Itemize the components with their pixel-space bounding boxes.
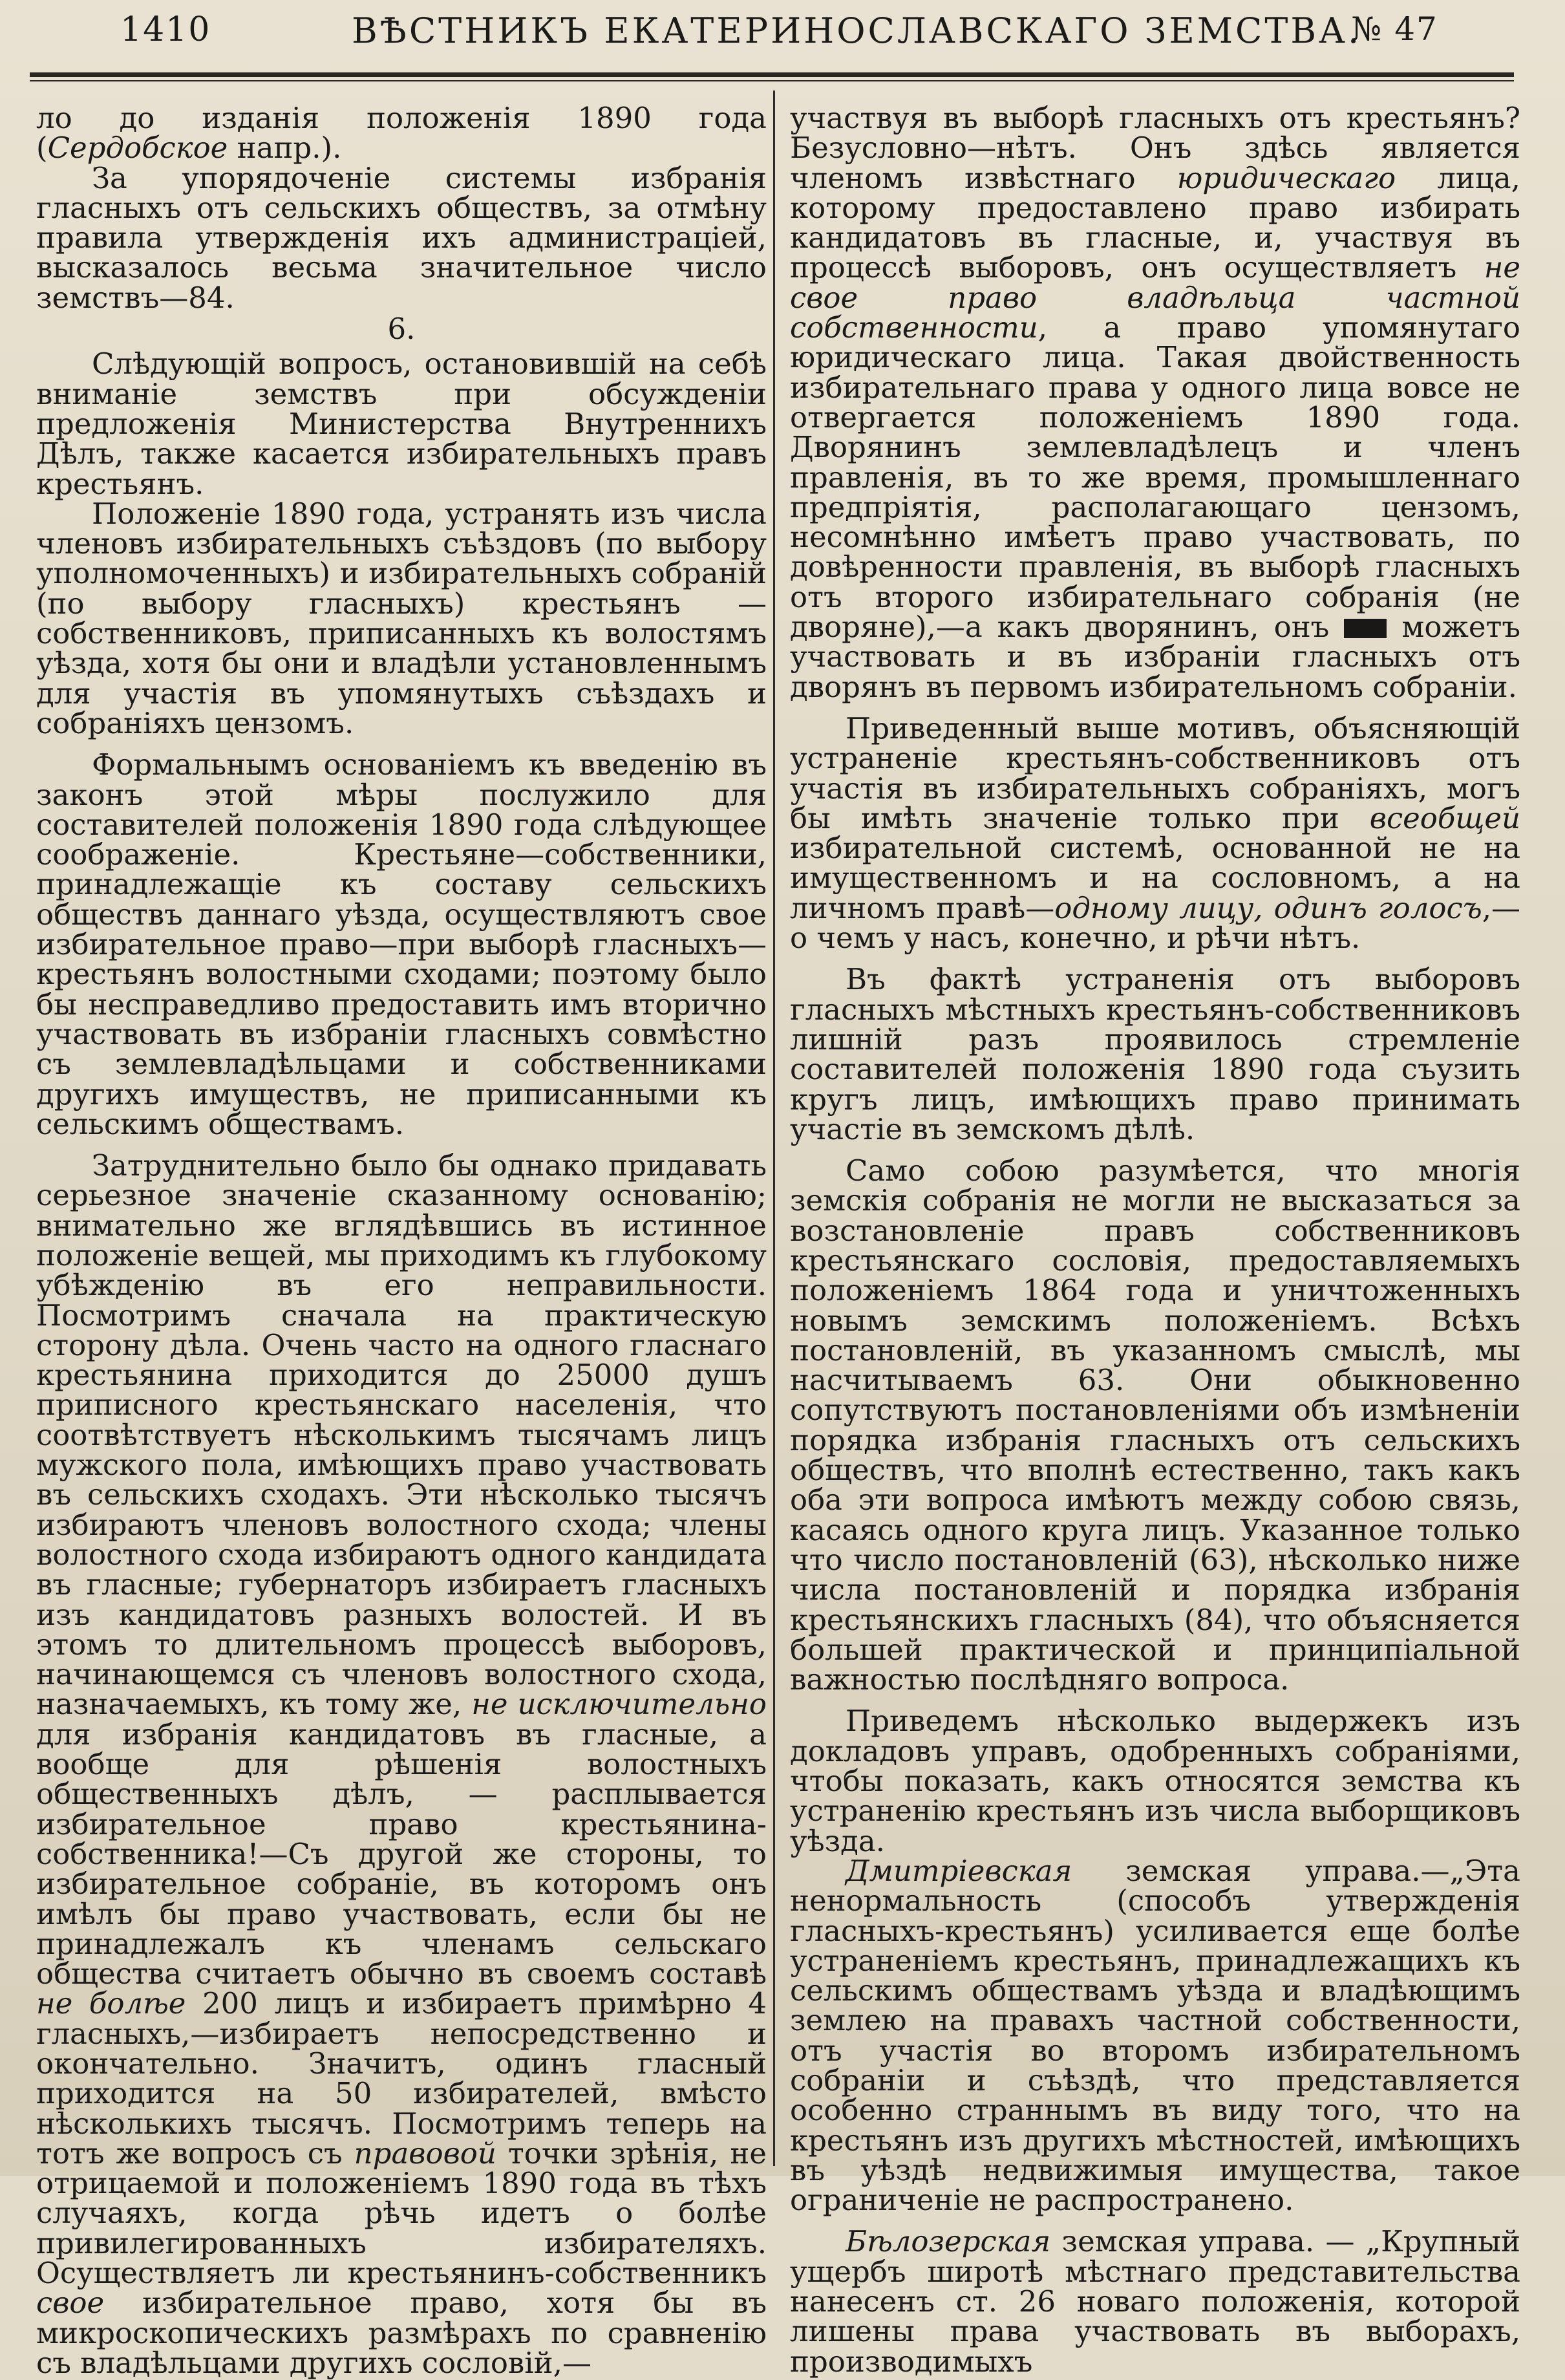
column-divider	[773, 91, 775, 2166]
left-column	[36, 103, 767, 2378]
paragraph: Положеніе 1890 года, устранять изъ числа членовъ избирательныхъ съѣздовъ (по выбору уполномоченныхъ) и избирательныхъ собраній (по выбору гласныхъ) крестьянъ — собственниковъ, приписанныхъ къ волостямъ уѣзда, хотя бы они и владѣли установленнымъ для участія въ упомянутыхъ съѣздахъ и собраніяхъ цензомъ.	[36, 496, 767, 740]
paragraph: Приведемъ нѣсколько выдержекъ изъ докладовъ управъ, одобренныхъ собраніями, чтобы показать, какъ относятся земства къ устраненію крестьянъ изъ числа выборщиковъ уѣзда.	[790, 1704, 1520, 1858]
page-number: 1410	[120, 10, 211, 49]
paragraph: Само собою разумѣется, что многія земскія собранія не могли не высказаться за возстановленіе правъ собственниковъ крестьянскаго сословія, предоставляемыхъ положеніемъ 1864 года и уничтоженныхъ новымъ земскимъ положеніемъ. Всѣхъ постановленій, въ указанномъ смыслѣ, мы насчитываемъ 63. Они обыкновенно сопутствуютъ постановленіями объ измѣненіи порядка избранія гласныхъ отъ сельскихъ обществъ, что вполнѣ естественно, такъ какъ оба эти вопроса имѣютъ между собою связь, касаясь одного круга лицъ. Указанное только что число постановленій (63), нѣсколько ниже числа постановленій и порядка избранія крестьянскихъ гласныхъ (84), что объясняется большей практической и принципіальной важностью послѣдняго вопроса.	[790, 1153, 1520, 1697]
paragraph: Въ фактѣ устраненія отъ выборовъ гласныхъ мѣстныхъ крестьянъ-собственниковъ лишній разъ проявилось стремленіе составителей положенія 1890 года съузить кругъ лицъ, имѣющихъ право принимать участіе въ земскомъ дѣлѣ.	[790, 962, 1520, 1146]
paragraph: Формальнымъ основаніемъ къ введенію въ законъ этой мѣры послужило для составителей положенія 1890 года слѣдующее соображеніе. Крестьяне—собственники, принадлежащіе къ составу сельскихъ обществъ даннаго уѣзда, осуществляютъ свое избирательное право—при выборѣ гласныхъ—крестьянъ волостными сходами; поэтому было бы несправедливо предоставить имъ вторично участвовать въ избраніи гласныхъ совмѣстно съ землевладѣльцами и собственниками другихъ имуществъ, не приписанными къ сельскимъ обществамъ.	[36, 747, 767, 1141]
section-number: 6.	[387, 312, 416, 347]
paragraph: Затруднительно было бы однако придавать серьезное значеніе сказанному основанію; внимательно же вглядѣвшись въ истинное положеніе вещей, мы приходимъ къ глубокому убѣжденію въ его неправильности. Посмотримъ сначала на практическую сторону дѣла. Очень часто на одного гласнаго крестьянина приходится до 25000 душъ приписного крестьянскаго населенія, что соотвѣтствуетъ нѣсколькимъ тысячамъ лицъ мужского пола, имѣющихъ право участвовать въ сельскихъ сходахъ. Эти нѣсколько тысячъ избираютъ членовъ волостного схода; члены волостного схода избираютъ одного кандидата въ гласные; губернаторъ избираетъ гласныхъ изъ кандидатовъ разныхъ волостей. И въ этомъ то длительномъ процессѣ выборовъ, начинающемся съ членовъ волостного схода, назначаемыхъ, къ тому же, не исключительно для избранія кандидатовъ въ гласные, а вообще для рѣшенія волостныхъ общественныхъ дѣлъ, — расплывается избирательное право крестьянина-собственника!—Съ другой же стороны, то избирательное собраніе, въ которомъ онъ имѣлъ бы право участвовать, если бы не принадлежалъ къ членамъ сельскаго общества считаетъ обычно въ своемъ составѣ не болѣе 200 лицъ и избираетъ примѣрно 4 гласныхъ,—избираетъ непосредственно и окончательно. Значитъ, одинъ гласный приходится на 50 избирателей, вмѣсто нѣсколькихъ тысячъ. Посмотримъ теперь на тотъ же вопросъ съ правовой точки зрѣнія, не отрицаемой и положеніемъ 1890 года въ тѣхъ случаяхъ, когда рѣчь идетъ о болѣе привилегированныхъ избирателяхъ. Осуществляетъ ли крестьянинъ-собственникъ свое избирательное право, хотя бы въ микроскопическихъ размѣрахъ по сравненію съ владѣльцами другихъ сословій,—	[36, 1148, 767, 2380]
right-column	[790, 103, 1520, 2377]
paragraph: За упорядоченіе системы избранія гласныхъ отъ сельскихъ обществъ, за отмѣну правила утвержденія ихъ администраціей, высказалось весьма значительное число земствъ—84.	[36, 160, 767, 315]
page-header	[37, 5, 1524, 65]
journal-title: ВѢСТНИКЪ ЕКАТЕРИНОСЛАВСКАГО ЗЕМСТВА.	[352, 10, 1362, 51]
paragraph: участвуя въ выборѣ гласныхъ отъ крестьянъ? Безусловно—нѣтъ. Онъ здѣсь является членомъ извѣстнаго юридическаго лица, которому предоставлено право избирать кандидатовъ въ гласные, и, участвуя въ процессѣ выборовъ, онъ осуществляетъ не свое право владѣльца частной собственности, а право упомянутаго юридическаго лица. Такая двойственность избирательнаго права у одного лица вовсе не отвергается положеніемъ 1890 года. Дворянинъ землевладѣлецъ и членъ правленія, въ то же время, промышленнаго предпріятія, располагающаго цензомъ, несомнѣнно имѣетъ право участвовать, по довѣренности правленія, въ выборѣ гласныхъ отъ второго избирательнаго собранія (не дворяне),—а какъ дворянинъ, онъ можетъ участвовать и въ избраніи гласныхъ отъ дворянъ въ первомъ избирательномъ собраніи.	[790, 101, 1520, 704]
paragraph: Слѣдующій вопросъ, остановившій на себѣ вниманіе земствъ при обсужденіи предложенія Министерства Внутреннихъ Дѣлъ, также касается избирательныхъ правъ крестьянъ.	[36, 347, 767, 501]
issue-number: № 47	[1351, 10, 1438, 48]
header-rule-thick	[30, 72, 1514, 77]
paragraph: ло до изданія положенія 1890 года (Сердобское напр.).	[36, 101, 767, 166]
paragraph: Бѣлозерская земская управа. — „Крупный ущербъ широтѣ мѣстнаго представительства нанесенъ ст. 26 новаго положенія, которой лишены права участвовать въ выборахъ, производимыхъ	[790, 2224, 1520, 2379]
ink-blot	[1344, 619, 1387, 638]
header-rule-thin	[30, 80, 1514, 81]
paragraph: Приведенный выше мотивъ, объясняющій устраненіе крестьянъ-собственниковъ отъ участія въ избирательныхъ собраніяхъ, могъ бы имѣть значеніе только при всеобщей избирательной системѣ, основанной не на имущественномъ и на сословномъ, а на личномъ правѣ—одному лицу, одинъ голосъ,—о чемъ у насъ, конечно, и рѣчи нѣтъ.	[790, 711, 1520, 956]
paragraph: Дмитріевская земская управа.—„Эта ненормальность (способъ утвержденія гласныхъ-крестьянъ) усиливается еще болѣе устраненіемъ крестьянъ, принадлежащихъ къ сельскимъ обществамъ уѣзда и владѣющимъ землею на правахъ частной собственности, отъ участія во второмъ избирательномъ собраніи и съѣздѣ, что представляется особенно страннымъ въ виду того, что на крестьянъ изъ другихъ мѣстностей, имѣющихъ въ уѣздѣ недвижимыя имущества, такое ограниченіе не распространено.	[790, 1853, 1520, 2218]
